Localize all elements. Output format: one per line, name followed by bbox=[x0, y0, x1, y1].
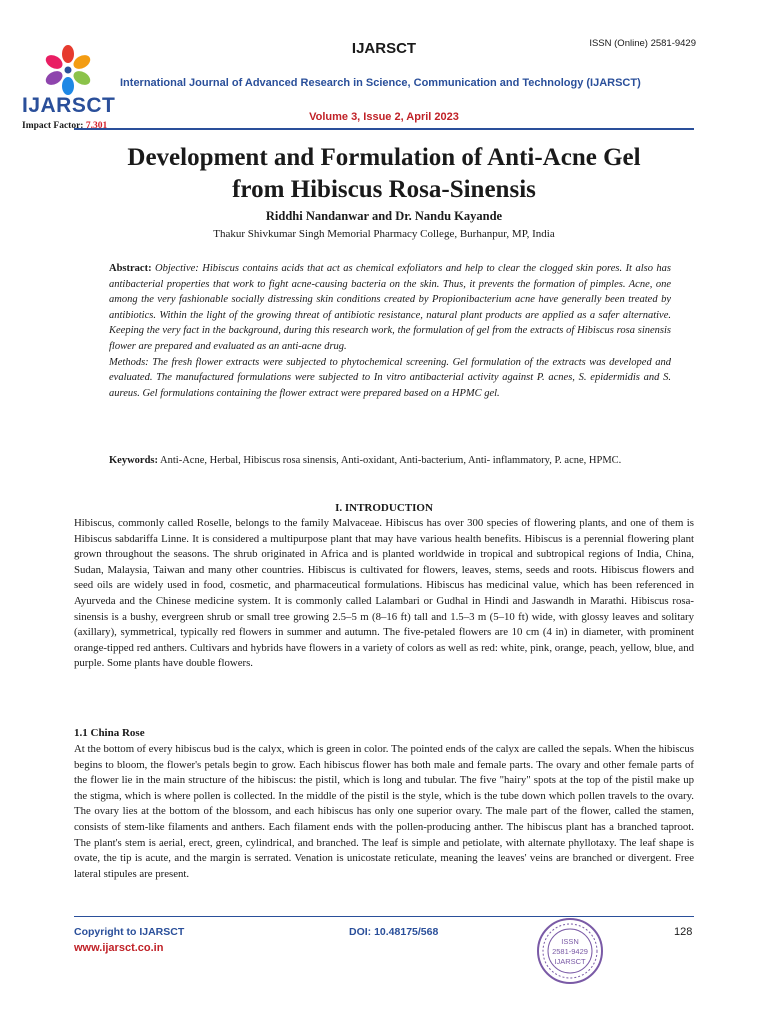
affiliation: Thakur Shivkumar Singh Memorial Pharmacy College, Burhanpur, MP, India bbox=[213, 228, 555, 240]
footer-doi[interactable]: DOI: 10.48175/568 bbox=[349, 926, 439, 938]
abstract-paragraph-2: Methods: The fresh flower extracts were subjected to phytochemical screening. Gel formulation of the extracts was developed and evaluated. The manufactured formulations were subjected to In vitro antibacterial activity against P. acnes, S. epidermidis and S. aureus. Gel formulations containing the flower extract were prepared based on a HPMC gel. bbox=[109, 356, 671, 399]
issn-label: ISSN (Online) 2581-9429 bbox=[589, 38, 696, 49]
header-divider bbox=[74, 128, 694, 130]
abstract-paragraph-1 bbox=[109, 261, 671, 355]
subsection-heading-china-rose: 1.1 China Rose bbox=[74, 727, 145, 739]
keywords-label: Keywords: bbox=[109, 455, 158, 466]
page-number: 128 bbox=[674, 926, 693, 938]
keywords bbox=[109, 453, 671, 469]
impact-label: Impact Factor: bbox=[22, 121, 84, 131]
impact-value: 7.301 bbox=[85, 121, 108, 131]
abstract bbox=[109, 261, 671, 401]
article-title bbox=[74, 142, 694, 206]
seal-line-2: 2581-9429 bbox=[552, 947, 588, 956]
logo-text: IJARSCT bbox=[22, 94, 116, 117]
authors: Riddhi Nandanwar and Dr. Nandu Kayande bbox=[265, 209, 503, 223]
issn-seal-icon bbox=[536, 917, 604, 985]
seal-line-1: ISSN bbox=[561, 937, 579, 946]
introduction-paragraph: Hibiscus, commonly called Roselle, belongs to the family Malvaceae. Hibiscus has over 300 species of flowering plants, and one of them is Hibiscus sabdariffa Linne. It is considered a multipurpose plant that may have various health benefits. Hibiscus is a perennial flowering plant grown throughout the seasons. The shrub originated in Africa and is planted worldwide in tropical and subtropical regions of India, China, Sudan, Malaysia, Taiwan and many other countries. Hibiscus is cultivated for flowers, leaves, stems, seeds and roots. Hibiscus flowers and seed oils are widely used in food, cosmetic, and pharmaceutical formulations. Hibiscus has medicinal value, which has been referenced in Ayurveda and the Chinese medicine system. It is commonly called Lalambari or Gudhal in Hindi and Jaswandh in Marathi. Hibiscus rosa-sinensis is a bushy, evergreen shrub or small tree growing 2.5–5 m (8–16 ft) tall and 1.5–3 m (5–10 ft) wide, with glossy leaves and solitary (axillary), symmetrical, typically red flowers in summer and autumn. The five-petaled flowers are 10 cm (4 in) in diameter, with prominent orange-tipped red anthers. Cultivars and hybrids have flowers in a variety of colors as well as red: white, pink, orange, peach, yellow, blue, and purple. Some plants have double flowers. bbox=[74, 517, 694, 670]
volume-issue: Volume 3, Issue 2, April 2023 bbox=[309, 111, 459, 123]
footer-copyright: Copyright to IJARSCT bbox=[74, 926, 185, 938]
journal-full-name: International Journal of Advanced Research in Science, Communication and Technology (IJARSCT) bbox=[120, 77, 641, 89]
abstract-label: Abstract: bbox=[109, 263, 152, 274]
section-heading-introduction: I. INTRODUCTION bbox=[335, 502, 433, 514]
journal-short-name: IJARSCT bbox=[351, 40, 417, 57]
title-line-1: Development and Formulation of Anti-Acne Gel bbox=[127, 144, 641, 171]
abstract-objective-text: Objective: Hibiscus contains acids that act as chemical exfoliators and help to clear the clogged skin pores. It also has antibacterial properties that work to fight acne-causing bacteria on the skin. Thus, it prevents the formation of pimples. Acne, one among the very fashionable socially distressing skin conditions created by Propionibacterium acne have generally been treated by antibiotics. Within the light of the growing threat of antibiotic resistance, natural plant products are applied as a safer alternative. Keeping the very fact in the background, during this research work, the formulation of gel from the extracts of Hibiscus rosa sinensis flower are prepared and evaluated as an anti-acne drug. bbox=[109, 263, 671, 352]
footer-website-link[interactable]: www.ijarsct.co.in bbox=[74, 942, 164, 954]
china-rose-paragraph: At the bottom of every hibiscus bud is the calyx, which is green in color. The pointed ends of the calyx are called the sepals. When the hibiscus begins to bloom, the flower's petals begin to grow. Each hibiscus flower has both male and female parts. The ovary and other female parts of the flower lie in the main structure of the hibiscus: the pistil, which is long and tubular. The five "hairy" spots at the top of the pistil make up the stigma, which is where pollen is collected. In the middle of the pistil is the style, which is the tube down which pollen travels to the ovary. The ovary lies at the bottom of the blossom, and each hibiscus has only one superior ovary. The male part of the flower, called the stamen, consists of stem-like filaments and anthers. Each filament ends with the pollen-producing anther. The hibiscus plant has a branched taproot. The plant's stem is aerial, erect, green, cylindrical, and branched. The leaf is simple and petiolate, with alternate phyllotaxy. The leaf shape is ovate, the tip is acute, and the margin is serrated. Venation is unicostate reticulate, meaning the leaves' veins are branched or divergent. Free lateral stipules are present. bbox=[74, 743, 694, 880]
keywords-text: Anti-Acne, Herbal, Hibiscus rosa sinensis, Anti-oxidant, Anti-bacterium, Anti- inflammatory, P. acne, HPMC. bbox=[160, 455, 622, 466]
seal-line-3: IJARSCT bbox=[554, 957, 586, 966]
title-line-2: from Hibiscus Rosa-Sinensis bbox=[232, 176, 536, 203]
